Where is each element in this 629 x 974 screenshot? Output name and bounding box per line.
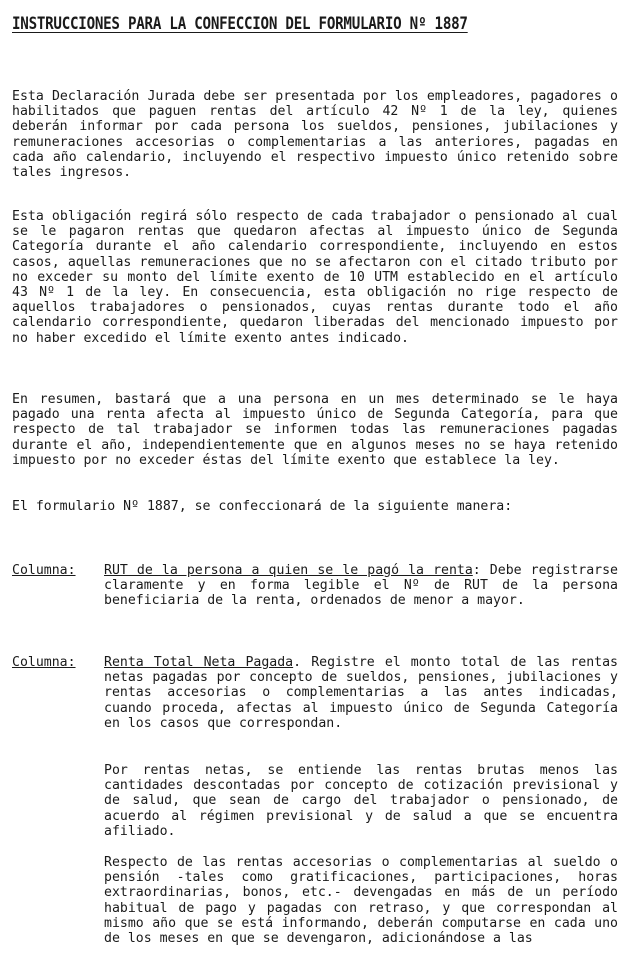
- column-heading-rut: RUT de la persona a quien se le pagó la renta: [104, 563, 473, 578]
- column-description-renta: [104, 655, 618, 731]
- column-label-renta: Columna:: [12, 655, 76, 670]
- column-text-rut: : Debe registrarse claramente y en forma legible el Nº de RUT de la persona beneficiaria de la renta, ordenados de menor a mayor.: [104, 563, 618, 609]
- paragraph-rentas-accesorias: Respecto de las rentas accesorias o complementarias al sueldo o pensión -tales como gratificaciones, participaciones, horas extraordinarias, bonos, etc.- devengadas en más de un período habitual de pago y pagadas con retraso, y que correspondan al mismo año que se está informando, deberán computarse en cada uno de los meses en que se devengaron, adicionándose a las: [104, 855, 618, 947]
- paragraph-summary: En resumen, bastará que a una persona en un mes determinado se le haya pagado una renta afecta al impuesto único de Segunda Categoría, para que respecto de tal trabajador se informen todas las remuneraciones pagadas durante el año, independientemente que en algunos meses no se haya retenido impuesto por no exceder éstas del límite exento que establece la ley.: [12, 392, 618, 468]
- column-heading-renta: Renta Total Neta Pagada: [104, 655, 294, 670]
- column-label-rut: Columna:: [12, 563, 76, 578]
- page-title: INSTRUCCIONES PARA LA CONFECCION DEL FORMULARIO Nº 1887: [12, 14, 468, 33]
- paragraph-intro: Esta Declaración Jurada debe ser presentada por los empleadores, pagadores o habilitados que paguen rentas del artículo 42 Nº 1 de la ley, quienes deberán informar por cada persona los sueldos, pensiones, jubilaciones y remuneraciones accesorias o complementarias a las anteriores, pagadas en cada año calendario, incluyendo el respectivo impuesto único retenido sobre tales ingresos.: [12, 89, 618, 181]
- paragraph-obligation: Esta obligación regirá sólo respecto de cada trabajador o pensionado al cual se le pagaron rentas que quedaron afectas al impuesto único de Segunda Categoría durante el año calendario correspondiente, incluyendo en estos casos, aquellas remuneraciones que no se afectaron con el citado tributo por no exceder su monto del límite exento de 10 UTM establecido en el artículo 43 Nº 1 de la ley. En consecuencia, esta obligación no rige respecto de aquellos trabajadores o pensionados, cuyas rentas durante todo el año calendario correspondiente, quedaron liberadas del mencionado impuesto por no haber excedido el límite exento antes indicado.: [12, 209, 618, 346]
- column-text-renta: . Registre el monto total de las rentas netas pagadas por concepto de sueldos, pensiones, jubilaciones y rentas accesorias o complementarias a las antes indicadas, cuando proceda, afectas al impuesto único de Segunda Categoría en los casos que correspondan.: [104, 655, 618, 731]
- column-description-rut: [104, 563, 618, 609]
- paragraph-form-intro: El formulario Nº 1887, se confeccionará de la siguiente manera:: [12, 499, 513, 514]
- paragraph-rentas-netas: Por rentas netas, se entiende las rentas brutas menos las cantidades descontadas por concepto de cotización previsional y de salud, que sean de cargo del trabajador o pensionado, de acuerdo al régimen previsional y de salud a que se encuentra afiliado.: [104, 763, 618, 839]
